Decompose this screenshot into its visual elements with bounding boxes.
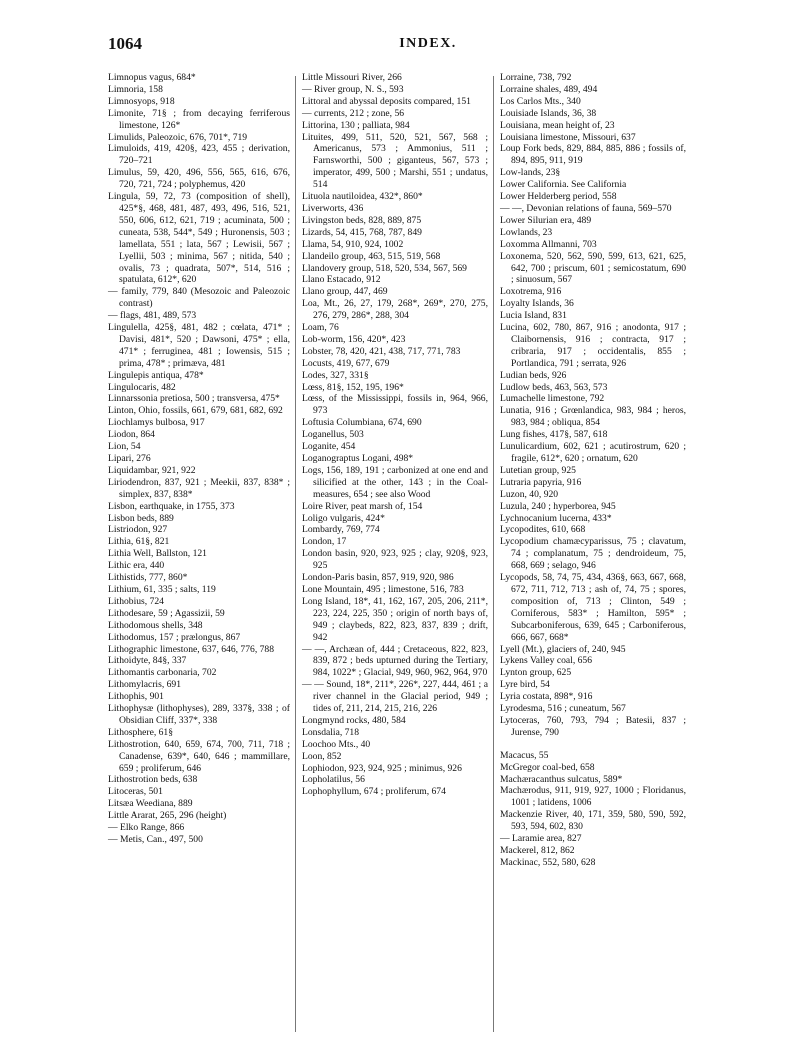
index-entry: Luzon, 40, 920 [500, 488, 559, 500]
index-entry: Machæracanthus sulcatus, 589* [500, 773, 623, 785]
index-entry: Loon, 852 [302, 750, 342, 762]
index-entry: Mackinac, 552, 580, 628 [500, 856, 596, 868]
index-entry: Mackerel, 812, 862 [500, 845, 575, 856]
index-entry: Lutetian group, 925 [500, 464, 576, 476]
index-entry: Loochoo Mts., 40 [302, 738, 371, 750]
index-entry: — — Sound, 18*, 211*, 226*, 227, 444, 461 ; a river channel in the Glacial period, 949 ; tides of, 211, 214, 215, 216, 226 [302, 679, 488, 715]
index-entry: Lower California. See California [500, 179, 627, 191]
index-entry: Listriodon, 927 [108, 524, 168, 536]
index-entry: Limulus, 59, 420, 496, 556, 565, 616, 676, 720, 721, 724 ; polyphemus, 420 [108, 167, 290, 191]
index-entry: Lophiodon, 923, 924, 925 ; minimus, 926 [302, 762, 462, 774]
index-entry: Loligo vulgaris, 424* [302, 512, 385, 524]
index-entry: Llano group, 447, 469 [302, 286, 388, 298]
index-entry: Lion, 54 [108, 441, 141, 453]
index-entry: Lithodesare, 59 ; Agassizii, 59 [108, 607, 225, 619]
index-entry: Lituola nautiloidea, 432*, 860* [302, 191, 423, 203]
index-entry: Loup Fork beds, 829, 884, 885, 886 ; fossils of, 894, 895, 911, 919 [500, 143, 686, 167]
index-entry: Little Ararat, 265, 296 (height) [108, 810, 227, 822]
section-gap [500, 739, 686, 750]
index-entry: Llama, 54, 910, 924, 1002 [302, 238, 404, 250]
index-entry: Linton, Ohio, fossils, 661, 679, 681, 682, 692 [108, 405, 283, 417]
index-entry: Lunatia, 916 ; Grœnlandica, 983, 984 ; heros, 983, 984 ; obliqua, 854 [500, 405, 686, 429]
index-entry: Lorraine, 738, 792 [500, 72, 572, 83]
index-entry: Lithomylacris, 691 [108, 679, 182, 691]
index-entry: Lonsdalia, 718 [302, 726, 360, 738]
index-entry: Loxotrema, 916 [500, 286, 562, 298]
index-entry: Lingulocaris, 482 [108, 381, 176, 393]
index-entry: Lithia Well, Ballston, 121 [108, 548, 207, 560]
index-entry: Longmynd rocks, 480, 584 [302, 714, 406, 726]
index-entry: Lykens Valley coal, 656 [500, 655, 593, 667]
index-entry: Limulids, Paleozoic, 676, 701*, 719 [108, 131, 248, 143]
index-entry: Lithodomous shells, 348 [108, 619, 203, 631]
index-entry: Liverworts, 436 [302, 202, 364, 214]
index-entry: Lung fishes, 417§, 587, 618 [500, 429, 608, 441]
index-entry: Lithographic limestone, 637, 646, 776, 788 [108, 643, 275, 655]
index-entry: Louisiade Islands, 36, 38 [500, 107, 597, 119]
index-entry: Lombardy, 769, 774 [302, 524, 380, 536]
index-entry: Litoceras, 501 [108, 786, 163, 798]
index-entry: Lithomantis carbonaria, 702 [108, 667, 217, 679]
index-entry: Lithophysæ (lithophyses), 289, 337§, 338 ; of Obsidian Cliff, 337*, 338 [108, 703, 290, 726]
index-entry: Lingula, 59, 72, 73 (composition of shell), 425*§, 468, 481, 487, 493, 496, 516, 521, 550, 606, 612, 621, 719 ; acuminata, 500 ; cuneata, 538, 544*, 549 ; Huronensis, 503 ; lamellata, 551 ; lata, 567 ; Lewisii, 567 ; Lyellii, 503 ; minima, 567 ; nitida, 540 ; ovalis, 73 ; quadrata, 507*, 514, 516 ; spatulata, 612*, 620 [108, 191, 290, 286]
index-entry: Lithostrotion beds, 638 [108, 774, 198, 786]
index-entry: Lumachelle limestone, 792 [500, 393, 605, 405]
index-entry: Livingston beds, 828, 889, 875 [302, 214, 422, 226]
index-entry: Limonite, 71§ ; from decaying ferriferous limestone, 126* [108, 107, 290, 131]
index-entry: Lowlands, 23 [500, 226, 553, 238]
index-entry: Machærodus, 911, 919, 927, 1000 ; Floridanus, 1001 ; latidens, 1006 [500, 785, 686, 809]
index-entry: Liriodendron, 837, 921 ; Meekii, 837, 838* ; simplex, 837, 838* [108, 476, 290, 500]
index-entry: Louisiana limestone, Missouri, 637 [500, 131, 636, 143]
index-entry: Loftusia Columbiana, 674, 690 [302, 417, 422, 429]
index-entry: — —, Archæan of, 444 ; Cretaceous, 822, 823, 839, 872 ; beds upturned during the Tertiary, 984, 1022* ; Glacial, 949, 960, 962, 964, 970 [302, 643, 488, 679]
index-entry: — Metis, Can., 497, 500 [108, 834, 203, 845]
index-entry: Lizards, 54, 415, 768, 787, 849 [302, 226, 422, 238]
index-entry: Llandovery group, 518, 520, 534, 567, 569 [302, 262, 467, 274]
index-entry: Lithostrotion, 640, 659, 674, 700, 711, 718 ; Canadense, 639*, 640, 646 ; mammillare, 659 ; proliferum, 646 [108, 738, 290, 774]
index-entry: Lower Helderberg period, 558 [500, 191, 617, 203]
index-entry: — family, 779, 840 (Mesozoic and Paleozoic contrast) [108, 286, 290, 310]
index-entry: Logs, 156, 189, 191 ; carbonized at one end and silicified at the other, 143 ; in the Coal-measures, 654 ; see also Wood [302, 464, 488, 500]
index-entry: Loganellus, 503 [302, 429, 364, 441]
index-entry: Lynton group, 625 [500, 667, 572, 679]
index-entry: — —, Devonian relations of fauna, 569–570 [500, 202, 672, 214]
index-entry: London basin, 920, 923, 925 ; clay, 920§, 923, 925 [302, 548, 488, 572]
index-entry: Lycopodium chamæcyparissus, 75 ; clavatum, 74 ; complanatum, 75 ; dendroideum, 75, 668, 669 ; selago, 946 [500, 536, 686, 572]
index-entry: Lyell (Mt.), glaciers of, 240, 945 [500, 643, 626, 655]
index-entry: Lophophyllum, 674 ; proliferum, 674 [302, 786, 446, 798]
index-entry: Lycopodites, 610, 668 [500, 524, 586, 536]
index-column-2 [302, 72, 488, 798]
column-divider [493, 76, 494, 1032]
index-entry: Limnopus vagus, 684* [108, 72, 196, 83]
index-entry: Lucina, 602, 780, 867, 916 ; anodonta, 917 ; Claibornensis, 916 ; contracta, 917 ; cribraria, 917 ; occidentalis, 855 ; Portlandica, 791 ; serrata, 926 [500, 322, 686, 369]
index-entry: Lucia Island, 831 [500, 310, 567, 322]
index-entry: — River group, N. S., 593 [302, 83, 404, 95]
index-entry: — flags, 481, 489, 573 [108, 310, 197, 322]
index-entry: Llandeilo group, 463, 515, 519, 568 [302, 250, 441, 262]
index-entry: Little Missouri River, 266 [302, 72, 402, 83]
index-entry: Loam, 76 [302, 322, 339, 334]
index-entry: Lingulella, 425§, 481, 482 ; cœlata, 471* ; Davisi, 481*, 520 ; Dawsoni, 475* ; ella, 471* ; ferruginea, 481 ; Iowensis, 515 ; prima, 478* ; primæva, 481 [108, 322, 290, 369]
index-entry: Loa, Mt., 26, 27, 179, 268*, 269*, 270, 275, 276, 279, 286*, 288, 304 [302, 298, 488, 322]
index-entry: Linnarssonia pretiosa, 500 ; transversa, 475* [108, 393, 280, 405]
index-entry: Lisbon, earthquake, in 1755, 373 [108, 500, 235, 512]
index-entry: Lisbon beds, 889 [108, 512, 174, 524]
index-entry: Littoral and abyssal deposits compared, 151 [302, 95, 471, 107]
index-entry: — Elko Range, 866 [108, 822, 185, 834]
index-entry: — currents, 212 ; zone, 56 [302, 107, 405, 119]
index-entry: Liodon, 864 [108, 429, 155, 441]
index-entry: Macacus, 55 [500, 749, 549, 761]
index-entry: Mackenzie River, 40, 171, 359, 580, 590, 592, 593, 594, 602, 830 [500, 809, 686, 833]
page-header [108, 34, 748, 58]
index-entry: Lodes, 327, 331§ [302, 369, 369, 381]
index-entry: Loxomma Allmanni, 703 [500, 238, 597, 250]
index-entry: Lingulepis antiqua, 478* [108, 369, 204, 381]
index-column-1 [108, 72, 290, 846]
index-entry: Lœss, of the Mississippi, fossils in, 964, 966, 973 [302, 393, 488, 417]
index-entry: Low-lands, 23§ [500, 167, 561, 179]
index-entry: Lorraine shales, 489, 494 [500, 83, 598, 95]
index-entry: Lobster, 78, 420, 421, 438, 717, 771, 783 [302, 345, 461, 357]
page-heading: INDEX. [399, 36, 457, 51]
index-entry: Lopholatilus, 56 [302, 774, 365, 786]
page-number: 1064 [108, 34, 142, 53]
index-entry: Lob-worm, 156, 420*, 423 [302, 333, 406, 345]
index-entry: Lithistids, 777, 860* [108, 572, 188, 584]
index-entry: Lychnocanium lucerna, 433* [500, 512, 612, 524]
index-entry: Lower Silurian era, 489 [500, 214, 592, 226]
index-entry: Lithosphere, 61§ [108, 726, 174, 738]
index-entry: London, 17 [302, 536, 347, 548]
index-entry: — Laramie area, 827 [500, 833, 582, 845]
index-entry: Lœss, 81§, 152, 195, 196* [302, 381, 404, 393]
index-entry: Lithoidyte, 84§, 337 [108, 655, 187, 667]
index-entry: Lone Mountain, 495 ; limestone, 516, 783 [302, 583, 464, 595]
index-entry: Lithophis, 901 [108, 691, 164, 703]
index-entry: Lyre bird, 54 [500, 679, 550, 691]
index-entry: Ludian beds, 926 [500, 369, 567, 381]
index-columns [108, 72, 753, 1032]
index-entry: Liquidambar, 921, 922 [108, 464, 196, 476]
index-entry: Loxonema, 520, 562, 590, 599, 613, 621, 625, 642, 700 ; priscum, 601 ; semicostatum, 690 ; sinuosum, 567 [500, 250, 686, 286]
index-entry: Luzula, 240 ; hyperborea, 945 [500, 500, 616, 512]
index-entry: Locusts, 419, 677, 679 [302, 357, 390, 369]
index-entry: Lyria costata, 898*, 916 [500, 691, 593, 703]
index-entry: Loganite, 454 [302, 441, 356, 453]
index-entry: Long Island, 18*, 41, 162, 167, 205, 206, 211*, 223, 224, 225, 350 ; origin of north bays of, 949 ; claybeds, 822, 823, 837, 839 ; drift, 942 [302, 595, 488, 643]
index-entry: McGregor coal-bed, 658 [500, 761, 595, 773]
index-entry: Lunulicardium, 602, 621 ; acutirostrum, 620 ; fragile, 612*, 620 ; ornatum, 620 [500, 441, 686, 464]
index-entry: Los Carlos Mts., 340 [500, 95, 581, 107]
index-entry: Lithia, 61§, 821 [108, 536, 170, 548]
index-entry: Lithic era, 440 [108, 560, 165, 572]
index-entry: Lyrodesma, 516 ; cuneatum, 567 [500, 703, 626, 715]
index-entry: Limnosyops, 918 [108, 95, 175, 107]
index-entry: Lituites, 499, 511, 520, 521, 567, 568 ; Americanus, 573 ; Ammonius, 511 ; Farnsworthi, 500 ; giganteus, 567, 573 ; imperator, 499, 500 ; Marshi, 551 ; undatus, 514 [302, 131, 488, 191]
index-entry: Loire River, peat marsh of, 154 [302, 500, 423, 512]
index-entry: Lithodomus, 157 ; prælongus, 867 [108, 631, 241, 643]
index-entry: Ludlow beds, 463, 563, 573 [500, 381, 608, 393]
index-entry: Louisiana, mean height of, 23 [500, 119, 615, 131]
index-entry: Lithobius, 724 [108, 595, 164, 607]
index-entry: Lipari, 276 [108, 453, 151, 464]
index-entry: Liochlamys bulbosa, 917 [108, 417, 205, 429]
index-entry: Llano Estacado, 912 [302, 274, 381, 286]
index-entry: London-Paris basin, 857, 919, 920, 986 [302, 572, 454, 584]
index-entry: Limuloids, 419, 420§, 423, 455 ; derivation, 720–721 [108, 143, 290, 167]
index-entry: Lutraria papyria, 916 [500, 476, 582, 488]
index-entry: Littorina, 130 ; palliata, 984 [302, 119, 410, 131]
index-entry: Logan​ograptus Logani, 498* [302, 453, 414, 464]
index-entry: Litsæa Weediana, 889 [108, 798, 193, 810]
index-column-3 [500, 72, 686, 869]
column-divider [295, 76, 296, 1032]
index-entry: Lycopods, 58, 74, 75, 434, 436§, 663, 667, 668, 672, 711, 712, 713 ; ash of, 74, 75 ; spores, composition of, 713 ; Clinton, 549 ; Corniferous, 583* ; Hamilton, 595* ; Subcarboniferous, 639, 645 ; Carboniferous, 666, 667, 668* [500, 572, 686, 643]
index-entry: Limnoria, 158 [108, 83, 163, 95]
index-entry: Lytoceras, 760, 793, 794 ; Batesii, 837 ; Jurense, 790 [500, 714, 686, 738]
index-entry: Lithium, 61, 335 ; salts, 119 [108, 583, 216, 595]
index-entry: Loyalty Islands, 36 [500, 298, 574, 310]
